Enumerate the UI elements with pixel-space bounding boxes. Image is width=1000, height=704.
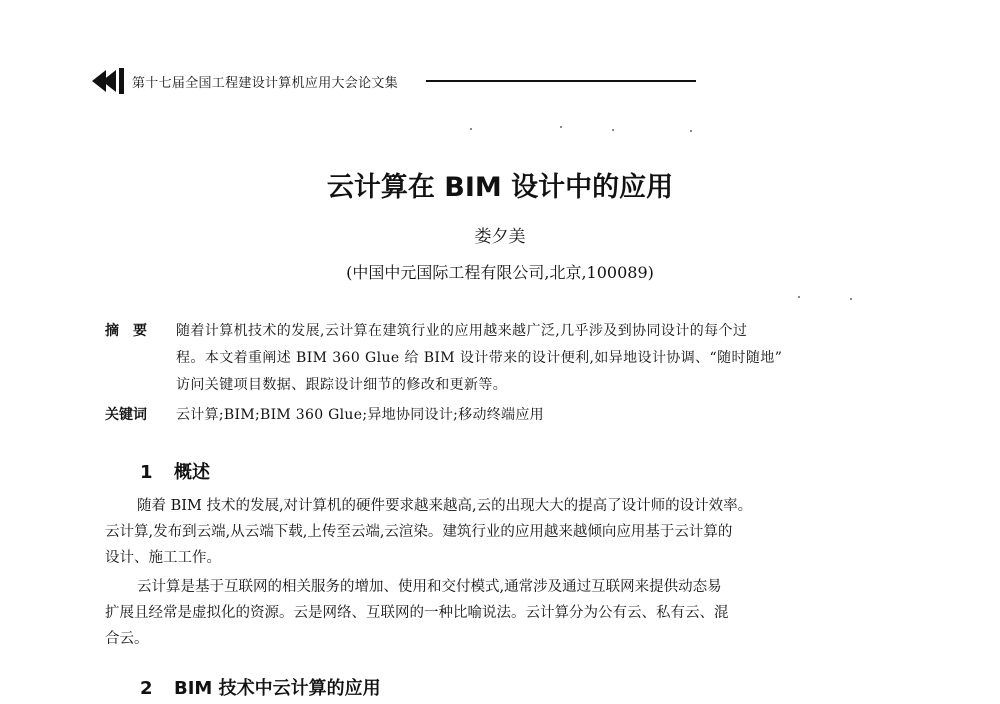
paper-author: 娄夕美 (474, 227, 526, 247)
abstract-line: 随着计算机技术的发展,云计算在建筑行业的应用越来越广泛,几乎涉及到协同设计的每个过 (176, 323, 748, 339)
abstract-line: 访问关键项目数据、跟踪设计细节的修改和更新等。 (176, 377, 508, 393)
paragraph-line: 扩展且经常是虚拟化的资源。云是网络、互联网的一种比喻说法。云计算分为公有云、私有云、混 (105, 605, 729, 621)
section-number: 1 (140, 462, 153, 483)
running-header (92, 66, 702, 96)
header-arrow-icon (92, 68, 126, 94)
paragraph-line: 合云。 (105, 631, 149, 647)
section-heading-1 (140, 458, 210, 484)
scan-speck (612, 129, 614, 131)
header-rule (426, 80, 696, 82)
scan-speck (690, 130, 692, 132)
paper-affiliation: (中国中元国际工程有限公司,北京,100089) (346, 263, 654, 282)
keywords-text: 云计算;BIM;BIM 360 Glue;异地协同设计;移动终端应用 (176, 407, 544, 423)
abstract-label: 摘要 (105, 323, 161, 339)
paragraph-line: 云计算是基于互联网的相关服务的增加、使用和交付模式,通常涉及通过互联网来提供动态易 (137, 579, 722, 595)
scan-speck (470, 128, 472, 130)
section-heading-2 (140, 674, 381, 700)
scan-speck (560, 126, 562, 128)
paper-title: 云计算在 BIM 设计中的应用 (326, 172, 674, 203)
scan-speck (850, 298, 852, 300)
section-title: BIM 技术中云计算的应用 (174, 678, 381, 699)
header-text: 第十七届全国工程建设计算机应用大会论文集 (132, 76, 399, 91)
scan-speck (798, 296, 800, 298)
paragraph-line: 设计、施工工作。 (105, 550, 221, 566)
abstract-line: 程。本文着重阐述 BIM 360 Glue 给 BIM 设计带来的设计便利,如异地设计协调、“随时随地” (176, 350, 783, 366)
body-paragraph (105, 493, 895, 571)
section-number: 2 (140, 678, 153, 699)
keywords-label: 关键词 (105, 407, 147, 423)
section-title: 概述 (174, 462, 210, 483)
paragraph-line: 云计算,发布到云端,从云端下载,上传至云端,云渲染。建筑行业的应用越来越倾向应用基于云计算的 (105, 524, 733, 540)
abstract-text (176, 318, 888, 399)
paragraph-line: 随着 BIM 技术的发展,对计算机的硬件要求越来越高,云的出现大大的提高了设计师的设计效率。 (137, 498, 753, 514)
body-paragraph (105, 574, 895, 652)
